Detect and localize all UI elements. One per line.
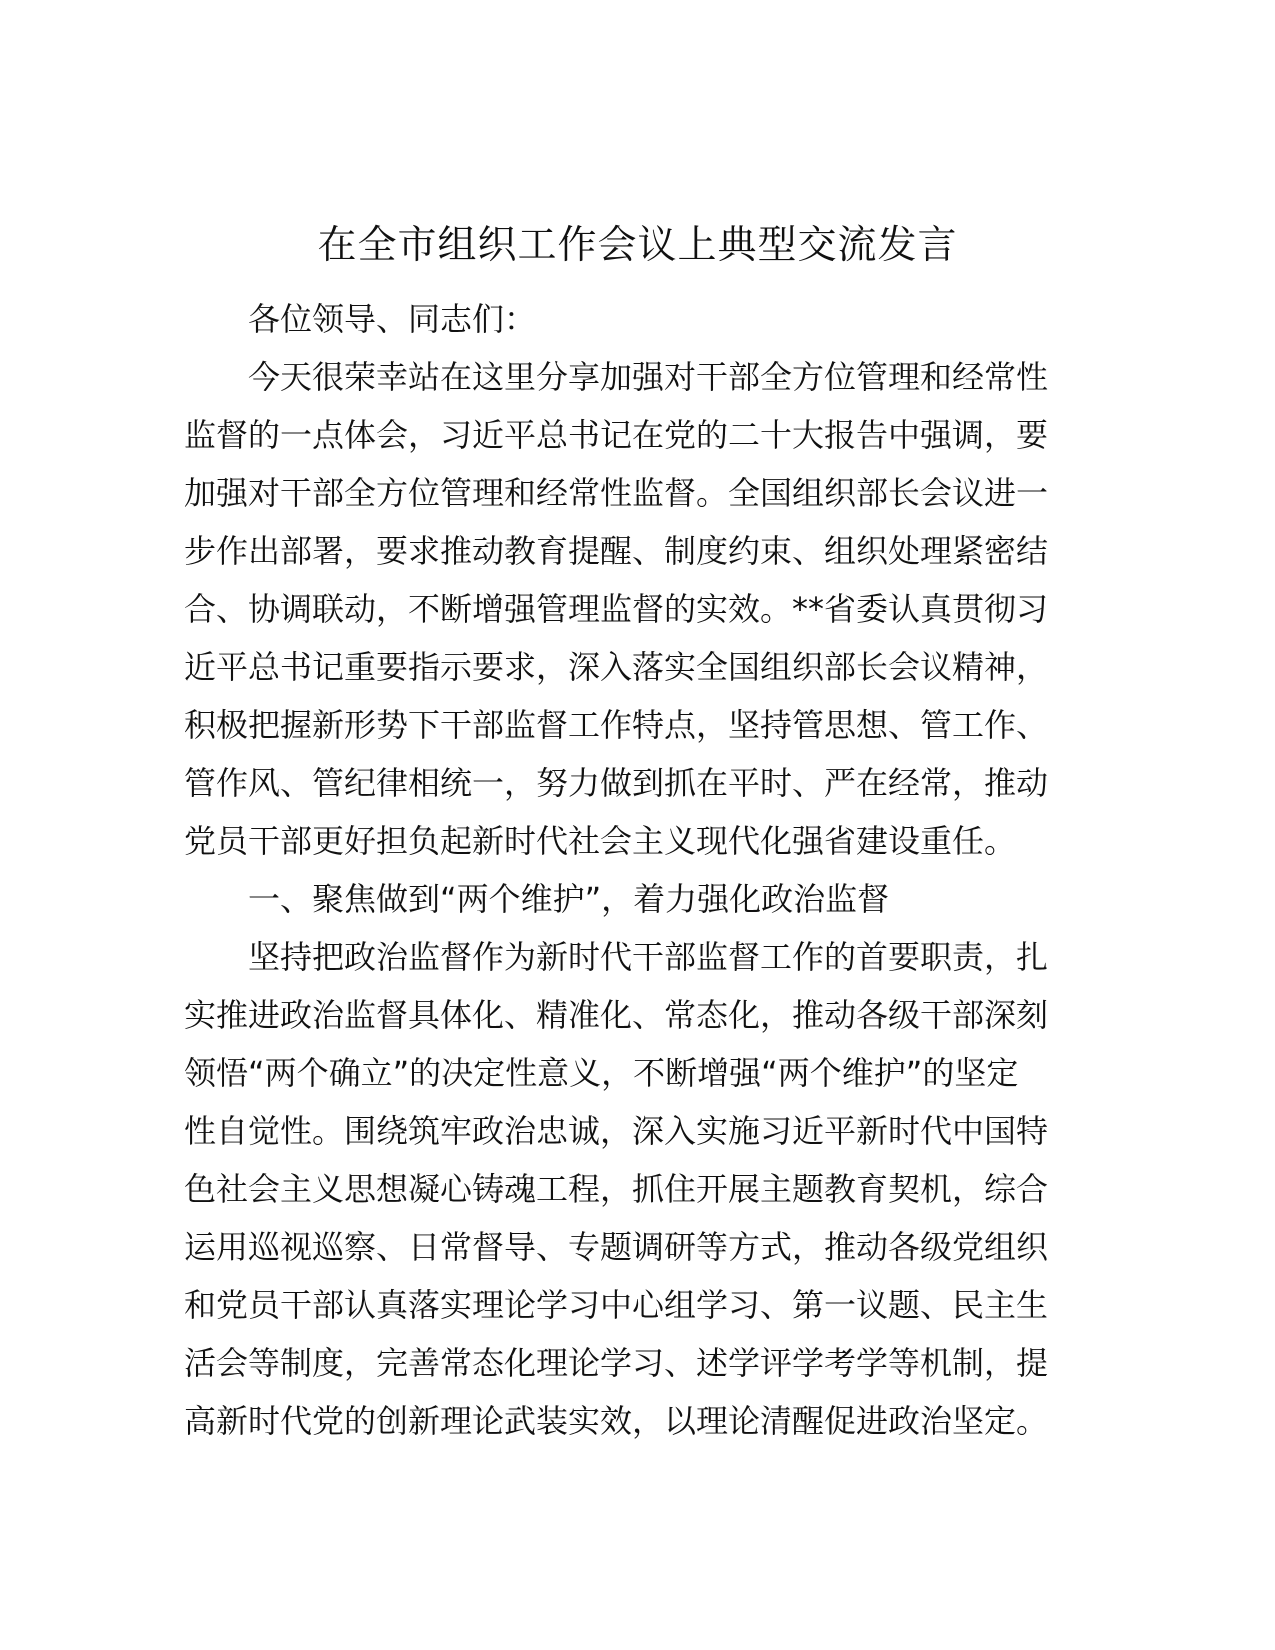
paragraph-line: 积极把握新形势下干部监督工作特点，坚持管思想、管工作、	[184, 706, 1049, 744]
paragraph-line: 监督的一点体会，习近平总书记在党的二十大报告中强调，要	[184, 416, 1049, 454]
paragraph-line: 步作出部署，要求推动教育提醒、制度约束、组织处理紧密结	[184, 532, 1049, 570]
paragraph-line: 运用巡视巡察、日常督导、专题调研等方式，推动各级党组织	[184, 1228, 1049, 1266]
paragraph-line: 今天很荣幸站在这里分享加强对干部全方位管理和经常性	[248, 358, 1049, 396]
paragraph-line: 坚持把政治监督作为新时代干部监督工作的首要职责，扎	[248, 938, 1049, 976]
paragraph-line: 加强对干部全方位管理和经常性监督。全国组织部长会议进一	[184, 474, 1049, 512]
document-body	[184, 290, 1090, 1450]
paragraph-line: 和党员干部认真落实理论学习中心组学习、第一议题、民主生	[184, 1286, 1049, 1324]
salutation	[184, 290, 1090, 348]
document-title: 在全市组织工作会议上典型交流发言	[317, 223, 958, 268]
paragraph-line: 领悟“两个确立”的决定性意义，不断增强“两个维护”的坚定	[184, 1054, 1019, 1092]
paragraph-line: 管作风、管纪律相统一，努力做到抓在平时、严在经常，推动	[184, 764, 1049, 802]
section-heading	[184, 870, 1090, 928]
paragraph-line: 实推进政治监督具体化、精准化、常态化，推动各级干部深刻	[184, 996, 1049, 1034]
salutation-line: 各位领导、同志们：	[248, 300, 537, 338]
paragraph-line: 性自觉性。围绕筑牢政治忠诚，深入实施习近平新时代中国特	[184, 1112, 1049, 1150]
paragraph-line: 党员干部更好担负起新时代社会主义现代化强省建设重任。	[184, 822, 1017, 860]
paragraph-intro	[184, 348, 1090, 870]
paragraph-line: 色社会主义思想凝心铸魂工程，抓住开展主题教育契机，综合	[184, 1170, 1049, 1208]
paragraph-line: 高新时代党的创新理论武装实效，以理论清醒促进政治坚定。	[184, 1402, 1049, 1440]
section-heading-line: 一、聚焦做到“两个维护”，着力强化政治监督	[248, 880, 890, 918]
paragraph-line: 近平总书记重要指示要求，深入落实全国组织部长会议精神，	[184, 648, 1049, 686]
paragraph-political-supervision	[184, 928, 1090, 1450]
paragraph-line: 合、协调联动，不断增强管理监督的实效。**省委认真贯彻习	[184, 590, 1049, 628]
paragraph-line: 活会等制度，完善常态化理论学习、述学评学考学等机制，提	[184, 1344, 1049, 1382]
